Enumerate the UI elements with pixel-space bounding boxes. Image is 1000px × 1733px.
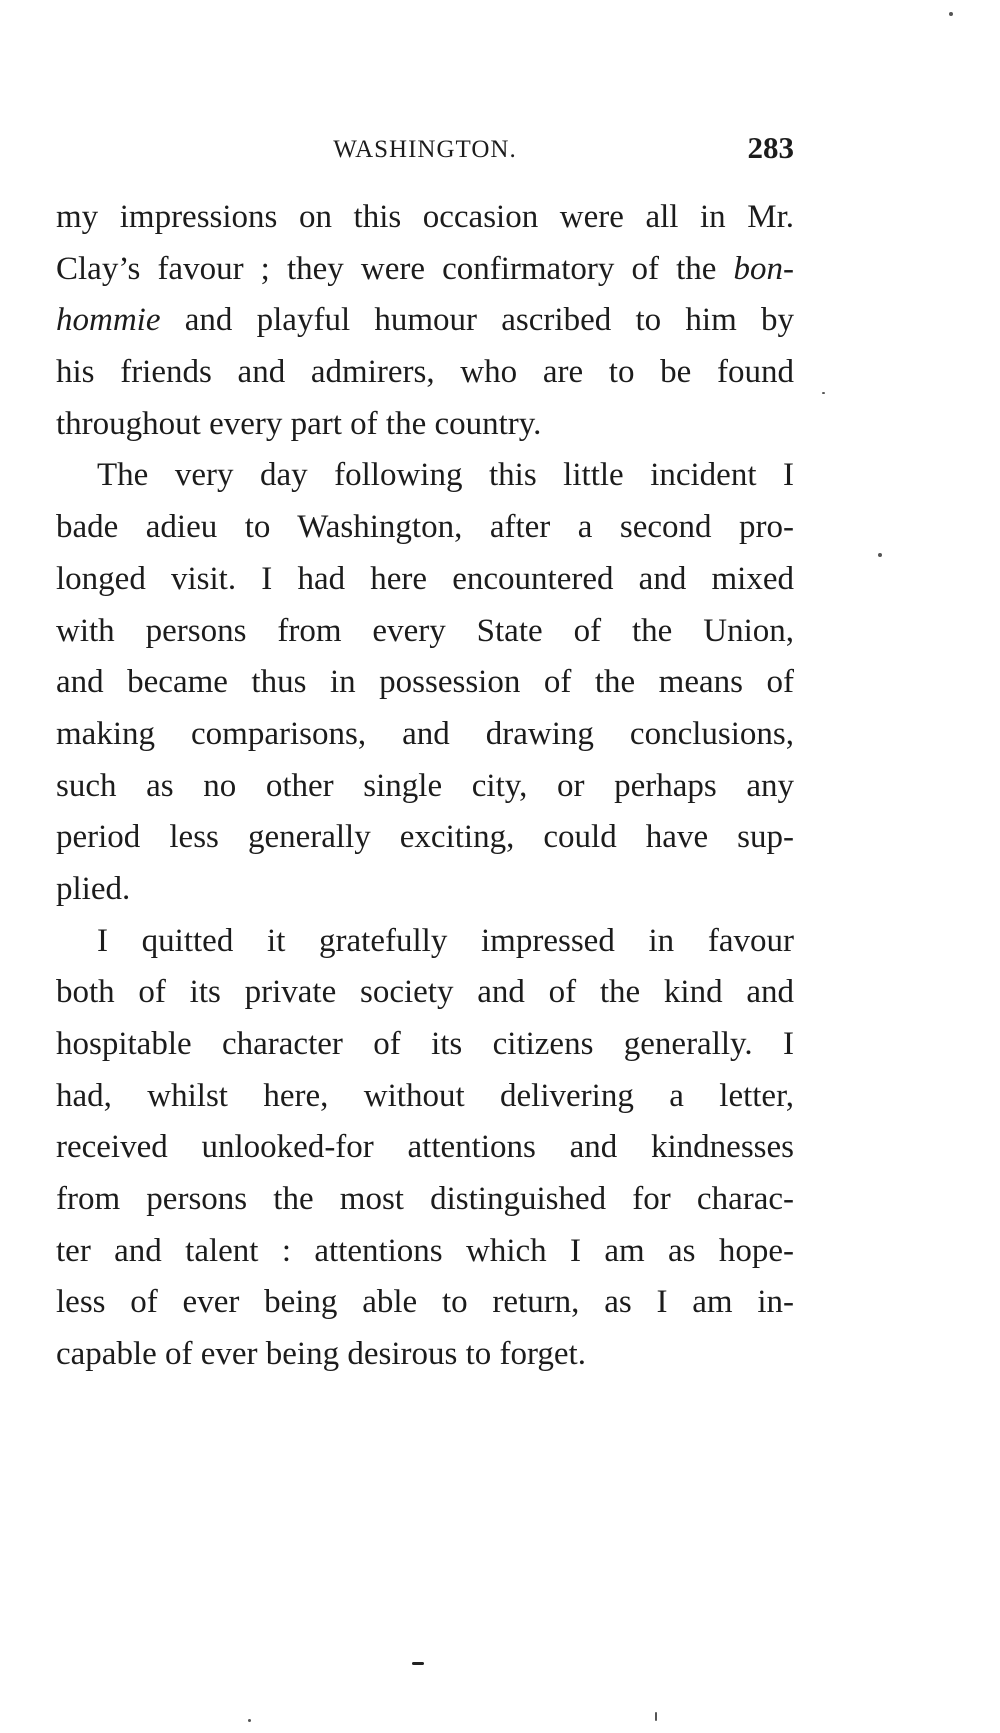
paragraph: [56, 916, 794, 1381]
italic-word: hommie: [56, 302, 161, 339]
body-text: [56, 192, 794, 1381]
text-line: bade adieu to Washington, after a second pro-: [56, 509, 794, 546]
scan-speck: [412, 1662, 424, 1665]
text-line: hommie and playful humour ascribed to him by: [56, 302, 794, 339]
text-line: ter and talent : attentions which I am as hope-: [56, 1232, 794, 1269]
running-head: [56, 130, 794, 170]
text-line: Clay’s favour ; they were confirmatory of the bon-: [56, 250, 794, 287]
paragraph: [56, 192, 794, 450]
page-number: 283: [747, 130, 794, 165]
text-line: his friends and admirers, who are to be found: [56, 354, 794, 391]
text-line: plied.: [56, 870, 131, 907]
text-line: received unlooked-for attentions and kindnesses: [56, 1129, 794, 1166]
text-line: hospitable character of its citizens generally. I: [56, 1026, 794, 1062]
scan-speck: [822, 392, 825, 394]
text-line: period less generally exciting, could have sup-: [56, 819, 794, 856]
text-line: with persons from every State of the Union,: [56, 612, 794, 649]
text-line: from persons the most distinguished for charac-: [56, 1181, 794, 1218]
text-line: less of ever being able to return, as I am in-: [56, 1284, 794, 1321]
text-line: such as no other single city, or perhaps any: [56, 767, 794, 804]
text-line: The very day following this little incident I: [97, 457, 794, 494]
text-line: capable of ever being desirous to forget.: [56, 1336, 586, 1373]
text-line: longed visit. I had here encountered and mixed: [56, 560, 794, 597]
scan-speck: [655, 1712, 657, 1721]
paragraph: [56, 450, 794, 915]
text-line: and became thus in possession of the means of: [56, 664, 794, 701]
running-title: WASHINGTON.: [333, 136, 517, 163]
text-line: I quitted it gratefully impressed in favour: [97, 922, 794, 959]
text-line: throughout every part of the country.: [56, 405, 542, 442]
text-line: making comparisons, and drawing conclusions,: [56, 715, 794, 752]
scan-speck: [878, 553, 882, 557]
text-line: had, whilst here, without delivering a letter,: [56, 1077, 794, 1114]
scan-speck: [248, 1719, 251, 1722]
text-line: both of its private society and of the kind and: [56, 974, 794, 1011]
scan-speck: [949, 12, 953, 16]
text-line: my impressions on this occasion were all in Mr.: [56, 199, 794, 235]
italic-word: bon-: [733, 250, 794, 287]
